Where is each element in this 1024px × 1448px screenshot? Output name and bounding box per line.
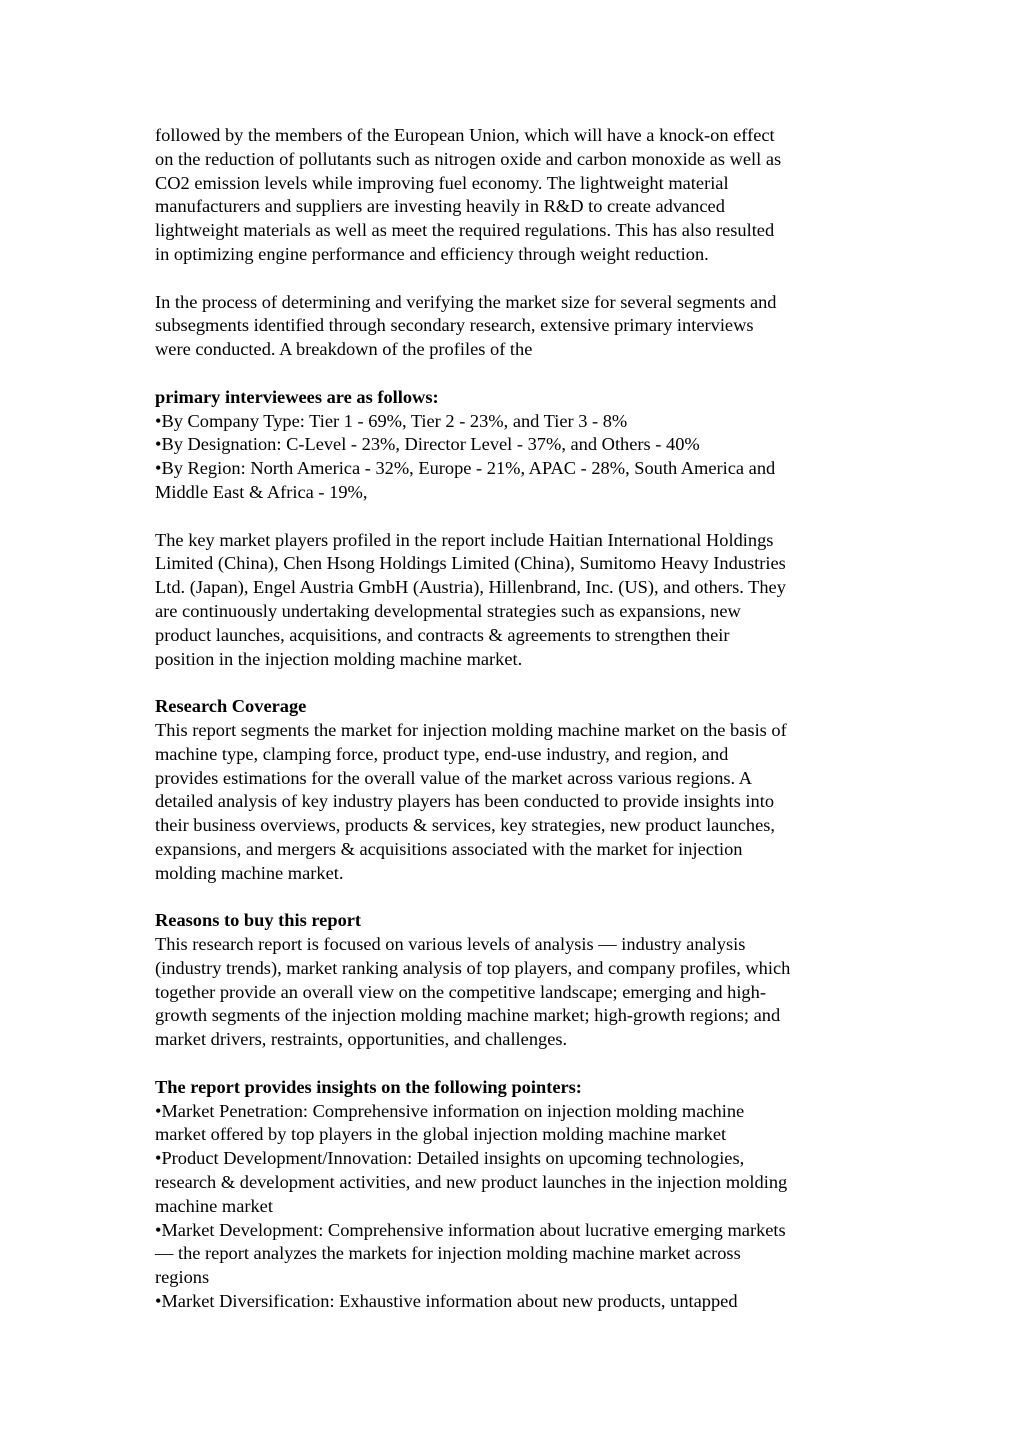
coverage-section xyxy=(155,695,875,885)
text-line: lightweight materials as well as meet the required regulations. This has also resulted xyxy=(155,220,775,241)
bullet-item: •By Designation: C-Level - 23%, Director Level - 37%, and Others - 40% xyxy=(155,434,700,455)
players-paragraph xyxy=(155,529,875,672)
bullet-item: •By Region: North America - 32%, Europe - 21%, APAC - 28%, South America and xyxy=(155,458,776,479)
text-line: manufacturers and suppliers are investing heavily in R&D to create advanced xyxy=(155,196,725,217)
text-line: In the process of determining and verifying the market size for several segments and xyxy=(155,291,777,312)
insight-line: research & development activities, and new product launches in the injection molding xyxy=(155,1172,788,1193)
insight-line: market offered by top players in the global injection molding machine market xyxy=(155,1124,727,1145)
insight-line: machine market xyxy=(155,1195,273,1216)
text-line: detailed analysis of key industry players has been conducted to provide insights into xyxy=(155,791,775,812)
text-line: CO2 emission levels while improving fuel economy. The lightweight material xyxy=(155,172,729,193)
interviewees-section xyxy=(155,386,875,505)
insight-line: •Product Development/Innovation: Detailed insights on upcoming technologies, xyxy=(155,1148,745,1169)
insight-line: — the report analyzes the markets for injection molding machine market across xyxy=(155,1243,741,1264)
text-line: The key market players profiled in the report include Haitian International Holdings xyxy=(155,529,774,550)
text-line: on the reduction of pollutants such as nitrogen oxide and carbon monoxide as well as xyxy=(155,148,782,169)
text-line: subsegments identified through secondary research, extensive primary interviews xyxy=(155,315,754,336)
bullet-item: •By Company Type: Tier 1 - 69%, Tier 2 - 23%, and Tier 3 - 8% xyxy=(155,410,628,431)
text-line: in optimizing engine performance and efficiency through weight reduction. xyxy=(155,243,709,264)
insight-line: •Market Development: Comprehensive information about lucrative emerging markets xyxy=(155,1219,786,1240)
insights-section xyxy=(155,1076,875,1314)
text-line: followed by the members of the European Union, which will have a knock-on effect xyxy=(155,125,775,145)
paragraph-gap xyxy=(155,671,875,695)
text-line: were conducted. A breakdown of the profiles of the xyxy=(155,339,533,360)
bullet-item: Middle East & Africa - 19%, xyxy=(155,481,368,502)
reasons-section xyxy=(155,909,875,1052)
text-line: This research report is focused on various levels of analysis — industry analysis xyxy=(155,934,746,955)
text-line: position in the injection molding machine market. xyxy=(155,648,523,669)
text-line: growth segments of the injection molding machine market; high-growth regions; and xyxy=(155,1005,781,1026)
insights-heading: The report provides insights on the following pointers: xyxy=(155,1076,582,1097)
text-line: molding machine market. xyxy=(155,862,344,883)
text-line: provides estimations for the overall value of the market across various regions. A xyxy=(155,767,753,788)
interviewees-heading: primary interviewees are as follows: xyxy=(155,386,439,407)
text-line: This report segments the market for injection molding machine market on the basis of xyxy=(155,719,787,740)
text-line: product launches, acquisitions, and contracts & agreements to strengthen their xyxy=(155,624,730,645)
text-line: Ltd. (Japan), Engel Austria GmbH (Austria), Hillenbrand, Inc. (US), and others. They xyxy=(155,577,786,598)
paragraph-gap xyxy=(155,886,875,910)
text-line: expansions, and mergers & acquisitions associated with the market for injection xyxy=(155,838,743,859)
text-line: market drivers, restraints, opportunities, and challenges. xyxy=(155,1029,568,1050)
text-line: (industry trends), market ranking analysis of top players, and company profiles, which xyxy=(155,957,791,978)
text-line: are continuously undertaking developmental strategies such as expansions, new xyxy=(155,600,741,621)
coverage-heading: Research Coverage xyxy=(155,696,307,717)
text-line: together provide an overall view on the competitive landscape; emerging and high- xyxy=(155,981,766,1002)
intro-paragraph xyxy=(155,124,875,267)
text-line: machine type, clamping force, product type, end-use industry, and region, and xyxy=(155,743,729,764)
process-paragraph xyxy=(155,291,875,362)
insight-line: regions xyxy=(155,1267,210,1288)
paragraph-gap xyxy=(155,362,875,386)
paragraph-gap xyxy=(155,267,875,291)
document-page xyxy=(155,124,875,1314)
text-line: their business overviews, products & services, key strategies, new product launches, xyxy=(155,815,776,836)
paragraph-gap xyxy=(155,505,875,529)
paragraph-gap xyxy=(155,1052,875,1076)
reasons-heading: Reasons to buy this report xyxy=(155,910,362,931)
insight-line: •Market Penetration: Comprehensive information on injection molding machine xyxy=(155,1100,745,1121)
insight-line: •Market Diversification: Exhaustive information about new products, untapped xyxy=(155,1291,738,1312)
text-line: Limited (China), Chen Hsong Holdings Limited (China), Sumitomo Heavy Industries xyxy=(155,553,786,574)
